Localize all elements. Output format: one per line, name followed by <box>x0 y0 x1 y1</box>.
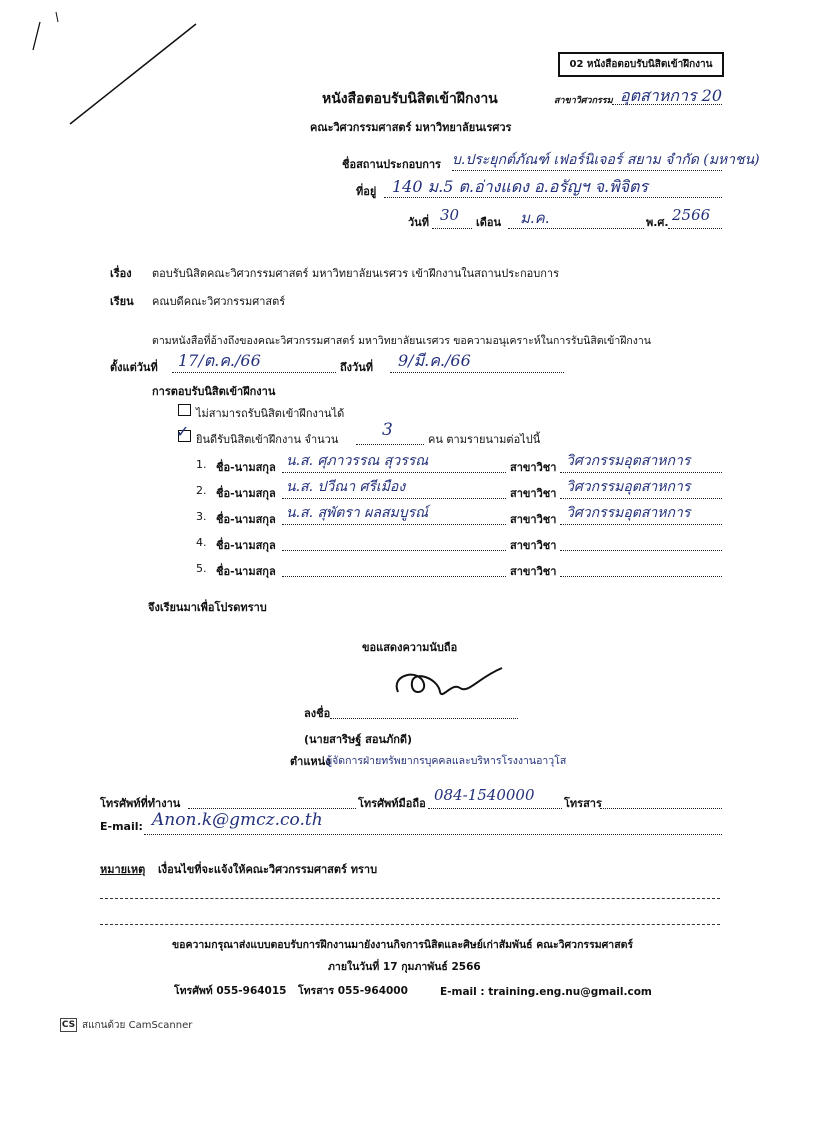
major-line <box>560 498 722 499</box>
name-label: ชื่อ-นามสกุล <box>216 461 276 474</box>
subject-label: เรื่อง <box>110 267 132 280</box>
name-line <box>282 498 506 499</box>
form-title: หนังสือตอบรับนิสิตเข้าฝึกงาน <box>322 91 498 107</box>
date-value: 30 <box>440 206 460 224</box>
major-line <box>560 524 722 525</box>
row-number: 4. <box>196 536 207 549</box>
major-label: สาขาวิชา <box>510 565 557 578</box>
note-label: หมายเหตุ <box>100 863 146 876</box>
student-name: น.ส. ศุภาวรรณ สุวรรณ <box>286 453 429 469</box>
signer-name: (นายสาริษฐ์ สอนภักดี) <box>304 733 413 746</box>
major-label: สาขาวิชา <box>510 539 557 552</box>
to-value: คณบดีคณะวิศวกรรมศาสตร์ <box>152 295 286 308</box>
reject-checkbox[interactable] <box>178 404 191 416</box>
position-label: ตำแหน่ง <box>290 755 331 768</box>
company-value: บ.ประยุกต์ภัณฑ์ เฟอร์นิเจอร์ สยาม จำกัด (มหาชน) <box>452 152 760 168</box>
name-line <box>282 524 506 525</box>
note-text: เงื่อนไขที่จะแจ้งให้คณะวิศวกรรมศาสตร์ ทราบ <box>158 863 378 876</box>
accept-count: 3 <box>382 420 393 440</box>
body-line: ตามหนังสือที่อ้างถึงของคณะวิศวกรรมศาสตร์ มหาวิทยาลัยนเรศวร ขอความอนุเคราะห์ในการรับนิสิตเข้าฝึกงาน <box>152 335 651 347</box>
row-number: 5. <box>196 562 207 575</box>
name-line <box>282 550 506 551</box>
footer-line-1: ขอความกรุณาส่งแบบตอบรับการฝึกงานมายังงานกิจการนิสิตและศิษย์เก่าสัมพันธ์ คณะวิศวกรรมศาสตร์ <box>172 939 634 951</box>
name-label: ชื่อ-นามสกุล <box>216 539 276 552</box>
faculty-name: คณะวิศวกรรมศาสตร์ มหาวิทยาลัยนเรศวร <box>310 121 512 134</box>
accept-suffix: คน ตามรายนามต่อไปนี้ <box>428 433 541 446</box>
sign-line <box>330 718 518 719</box>
row-number: 3. <box>196 510 207 523</box>
footer-fax: โทรสาร 055-964000 <box>298 985 408 997</box>
camscanner-label: สแกนด้วย CamScanner <box>82 1020 193 1031</box>
footer-phone: โทรศัพท์ 055-964015 <box>174 985 287 997</box>
footer-line-2: ภายในวันที่ 17 กุมภาพันธ์ 2566 <box>328 961 481 973</box>
email-line <box>144 834 722 835</box>
student-major: วิศวกรรมอุตสาหการ <box>566 479 691 495</box>
email-label: E-mail: <box>100 820 143 833</box>
name-label: ชื่อ-นามสกุล <box>216 565 276 578</box>
phone-mobile-label: โทรศัพท์มือถือ <box>358 797 426 810</box>
signature-drawing <box>380 660 510 710</box>
email-value: Anon.k@gmcz.co.th <box>152 810 323 830</box>
footer-email: E-mail : training.eng.nu@gmail.com <box>440 986 652 998</box>
regards-text: ขอแสดงความนับถือ <box>362 641 458 654</box>
phone-work-line <box>188 808 356 809</box>
phone-mobile-line <box>428 808 562 809</box>
name-line <box>282 472 506 473</box>
student-name: น.ส. สุพัตรา ผลสมบูรณ์ <box>286 505 429 521</box>
month-label: เดือน <box>476 216 502 229</box>
year-label: พ.ศ. <box>646 216 669 229</box>
to-date-label: ถึงวันที่ <box>340 361 373 374</box>
student-name: น.ส. ปวีณา ศรีเมือง <box>286 479 406 495</box>
accept-count-line <box>356 444 424 445</box>
row-number: 2. <box>196 484 207 497</box>
major-line <box>560 576 722 577</box>
from-date-value: 17/ต.ค./66 <box>178 351 261 370</box>
dept-value: อุตสาหการ 20 <box>620 86 723 105</box>
year-value: 2566 <box>672 206 711 224</box>
student-major: วิศวกรรมอุตสาหการ <box>566 505 691 521</box>
major-label: สาขาวิชา <box>510 513 557 526</box>
month-value: ม.ค. <box>520 209 550 227</box>
row-number: 1. <box>196 458 207 471</box>
reject-option-label: ไม่สามารถรับนิสิตเข้าฝึกงานได้ <box>196 407 345 420</box>
address-label: ที่อยู่ <box>356 185 377 198</box>
phone-mobile-value: 084-1540000 <box>434 786 535 804</box>
accept-heading: การตอบรับนิสิตเข้าฝึกงาน <box>152 385 276 398</box>
subject-value: ตอบรับนิสิตคณะวิศวกรรมศาสตร์ มหาวิทยาลัยนเรศวร เข้าฝึกงานในสถานประกอบการ <box>152 267 560 280</box>
major-label: สาขาวิชา <box>510 461 557 474</box>
name-line <box>282 576 506 577</box>
major-line <box>560 550 722 551</box>
position-value: ผู้จัดการฝ่ายทรัพยากรบุคคลและบริหารโรงงานอาวุโส <box>326 755 567 767</box>
accept-option-label: ยินดีรับนิสิตเข้าฝึกงาน จำนวน <box>196 433 339 446</box>
year-line <box>668 228 722 229</box>
major-label: สาขาวิชา <box>510 487 557 500</box>
address-value: 140 ม.5 ต.อ่างแดง อ.อรัญฯ จ.พิจิตร <box>392 177 648 196</box>
note-line-2 <box>100 924 720 925</box>
date-line <box>432 228 472 229</box>
sign-label: ลงชื่อ <box>304 707 331 720</box>
to-label: เรียน <box>110 295 134 308</box>
from-date-label: ตั้งแต่วันที่ <box>110 361 158 374</box>
form-code-box <box>558 52 724 77</box>
fax-label: โทรสาร <box>564 797 602 810</box>
date-label: วันที่ <box>408 216 429 229</box>
camscanner-logo: CS <box>61 1020 76 1030</box>
dept-label: สาขาวิศวกรรม <box>554 96 613 106</box>
name-label: ชื่อ-นามสกุล <box>216 513 276 526</box>
phone-work-label: โทรศัพท์ที่ทำงาน <box>100 797 181 810</box>
note-line-1 <box>100 898 720 899</box>
company-label: ชื่อสถานประกอบการ <box>342 158 441 171</box>
checkmark-icon: ✓ <box>176 422 190 441</box>
to-date-value: 9/มี.ค./66 <box>398 351 471 370</box>
major-line <box>560 472 722 473</box>
fax-line <box>600 808 722 809</box>
closing-text: จึงเรียนมาเพื่อโปรดทราบ <box>148 601 267 614</box>
student-major: วิศวกรรมอุตสาหการ <box>566 453 691 469</box>
form-code: 02 หนังสือตอบรับนิสิตเข้าฝึกงาน <box>569 59 713 70</box>
name-label: ชื่อ-นามสกุล <box>216 487 276 500</box>
